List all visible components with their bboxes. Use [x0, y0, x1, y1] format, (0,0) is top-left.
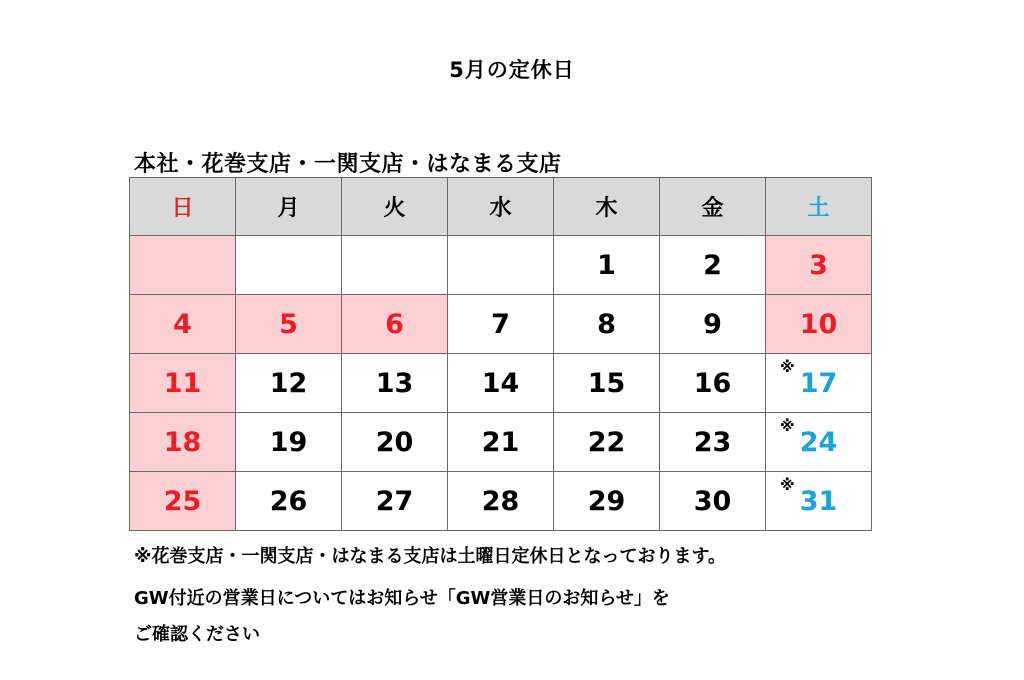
day-cell: 2 [660, 236, 766, 295]
weekday-saturday: 土 [766, 178, 872, 236]
day-cell-holiday: 25 [130, 472, 236, 531]
day-number: 17 [799, 367, 838, 399]
weekday-tuesday: 火 [342, 178, 448, 236]
page-title: 5月の定休日 [449, 58, 575, 82]
day-cell: 23 [660, 413, 766, 472]
day-cell-holiday: 3 [766, 236, 872, 295]
week-row-2 [130, 295, 872, 354]
day-cell-holiday: 18 [130, 413, 236, 472]
day-cell: 12 [236, 354, 342, 413]
day-cell: 8 [554, 295, 660, 354]
day-cell-holiday: 6 [342, 295, 448, 354]
day-cell: 22 [554, 413, 660, 472]
week-row-3 [130, 354, 872, 413]
day-cell: 26 [236, 472, 342, 531]
day-cell-saturday-note [766, 472, 872, 531]
note-mark: ※ [780, 417, 795, 435]
weekday-wednesday: 水 [448, 178, 554, 236]
day-cell: 29 [554, 472, 660, 531]
day-cell: 21 [448, 413, 554, 472]
branch-list-heading: 本社・花巻支店・一関支店・はなまる支店 [134, 152, 562, 177]
footnote-gw-info: GW付近の営業日についてはお知らせ「GW営業日のお知らせ」を [134, 588, 670, 609]
day-cell [130, 236, 236, 295]
footnote-confirm: ご確認ください [134, 624, 260, 645]
day-cell: 7 [448, 295, 554, 354]
day-cell: 15 [554, 354, 660, 413]
weekday-header-row [130, 178, 872, 236]
day-cell: 9 [660, 295, 766, 354]
weekday-monday: 月 [236, 178, 342, 236]
day-number: 31 [799, 485, 838, 517]
day-cell: 1 [554, 236, 660, 295]
day-cell: 13 [342, 354, 448, 413]
day-cell-holiday: 5 [236, 295, 342, 354]
day-cell [236, 236, 342, 295]
day-cell-holiday: 4 [130, 295, 236, 354]
weekday-sunday: 日 [130, 178, 236, 236]
week-row-1 [130, 236, 872, 295]
day-cell-holiday: 10 [766, 295, 872, 354]
day-cell-saturday-note [766, 354, 872, 413]
day-cell: 20 [342, 413, 448, 472]
day-cell: 19 [236, 413, 342, 472]
note-mark: ※ [780, 358, 795, 376]
week-row-5 [130, 472, 872, 531]
day-cell-holiday: 11 [130, 354, 236, 413]
note-mark: ※ [780, 476, 795, 494]
calendar-table [129, 177, 872, 531]
day-cell-saturday-note [766, 413, 872, 472]
week-row-4 [130, 413, 872, 472]
day-cell: 14 [448, 354, 554, 413]
day-cell: 16 [660, 354, 766, 413]
day-cell: 28 [448, 472, 554, 531]
weekday-thursday: 木 [554, 178, 660, 236]
day-cell: 30 [660, 472, 766, 531]
footnote-saturday-closure: ※花巻支店・一関支店・はなまる支店は土曜日定休日となっております。 [134, 546, 727, 567]
day-number: 24 [799, 426, 838, 458]
day-cell [342, 236, 448, 295]
day-cell: 27 [342, 472, 448, 531]
day-cell [448, 236, 554, 295]
weekday-friday: 金 [660, 178, 766, 236]
